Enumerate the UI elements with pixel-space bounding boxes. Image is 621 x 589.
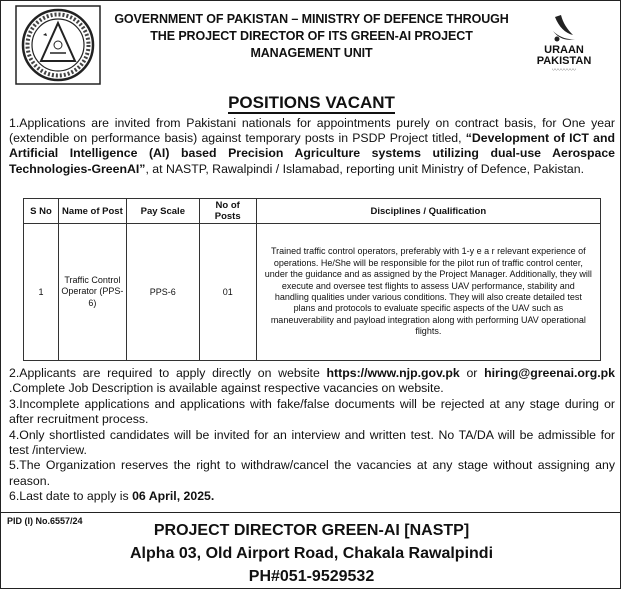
logo-text-pakistan: PAKISTAN <box>536 55 592 67</box>
contact-footer <box>1 519 621 588</box>
list-item <box>9 489 615 504</box>
logo-text-uraan: URAAN <box>544 44 584 56</box>
table-header-row <box>24 199 601 224</box>
footer-line: PH#051-9529532 <box>248 568 375 585</box>
cell-no-of-posts: 01 <box>199 224 256 361</box>
cell-sno: 1 <box>24 224 59 361</box>
project-title: “Development of ICT and Artificial Intelligence (AI) based Precision Agriculture systems utilizing dual-use Aerospace Technologies-GreenAI” <box>9 131 616 176</box>
list-item: 4.Only shortlisted candidates will be invited for an interview and written test. No TA/DA will be admissible for test /interview. <box>9 427 615 458</box>
intro-text-end: , at NASTP, Rawalpindi / Islamabad, reporting unit Ministry of Defence, Pakistan. <box>145 161 585 176</box>
column-header: Pay Scale <box>126 199 199 224</box>
pid-number: PID (I) No.6557/24 <box>7 516 83 526</box>
column-header: Name of Post <box>58 199 126 224</box>
last-date: 06 April, 2025. <box>132 489 215 504</box>
issuing-authority <box>109 11 514 62</box>
footer-line: PROJECT DIRECTOR GREEN-AI [NASTP] <box>153 522 470 539</box>
footer-divider <box>1 512 621 513</box>
list-item: 5.The Organization reserves the right to withdraw/cancel the vacancies at any stage without assigning any reason. <box>9 458 615 488</box>
website-link[interactable]: https://www.njp.gov.pk <box>326 366 460 380</box>
intro-text: 1.Applications are invited from Pakistani nationals for appointments purely on contract basis, for One year (extendible on performance basis) against temporary posts in PSDP Project titled, <box>9 116 615 146</box>
instruction-text: or <box>459 366 485 380</box>
column-header: Disciplines / Qualification <box>256 199 600 224</box>
instructions-list <box>9 366 615 505</box>
intro-paragraph <box>9 116 615 177</box>
instruction-text: 6.Last date to apply is <box>9 489 133 504</box>
cell-post-name: Traffic Control Operator (PPS-6) <box>58 224 126 361</box>
column-header: No of Posts <box>199 199 256 224</box>
footer-line: Alpha 03, Old Airport Road, Chakala Rawalpindi <box>129 545 494 562</box>
authority-line: THE PROJECT DIRECTOR OF ITS GREEN-AI PROJECT <box>150 29 473 43</box>
instruction-text: .Complete Job Description is available against respective vacancies on website. <box>9 381 444 396</box>
column-header: S No <box>24 199 59 224</box>
uraan-pakistan-logo <box>518 13 610 85</box>
authority-line: GOVERNMENT OF PAKISTAN – MINISTRY OF DEFENCE THROUGH <box>114 12 509 26</box>
logo-urdu-tagline-icon: 〰〰〰〰 <box>551 68 576 74</box>
ministry-of-defence-seal-icon <box>15 5 101 85</box>
email-link[interactable]: hiring@greenai.org.pk <box>484 366 615 380</box>
list-item <box>9 366 615 397</box>
list-item: 3.Incomplete applications and applications with fake/false documents will be rejected at any stage during or after recruitment process. <box>9 396 615 427</box>
instruction-text: 2.Applicants are required to apply directly on website <box>9 366 327 380</box>
cell-pay-scale: PPS-6 <box>126 224 199 361</box>
positions-table <box>23 198 601 361</box>
header <box>1 1 621 89</box>
table-row <box>24 224 601 361</box>
authority-line: MANAGEMENT UNIT <box>250 46 373 60</box>
cell-qualification: Trained traffic control operators, preferably with 1-y e a r relevant experience of operations. He/She will be responsible for the pilot run of traffic control center, under the guidance and as assigned by the Project Manager. Additionally, they will execute and oversee test flights to assess UAV performance, stability and handling qualities under various conditions. They will also create detailed test plans and protocols to evaluate specific aspects of the UAV such as maneuverability and payload integration along with performing UAV operational flights. <box>256 224 600 361</box>
uraan-pakistan-icon <box>549 13 579 43</box>
page-title <box>1 93 621 113</box>
title-text: POSITIONS VACANT <box>228 93 395 112</box>
